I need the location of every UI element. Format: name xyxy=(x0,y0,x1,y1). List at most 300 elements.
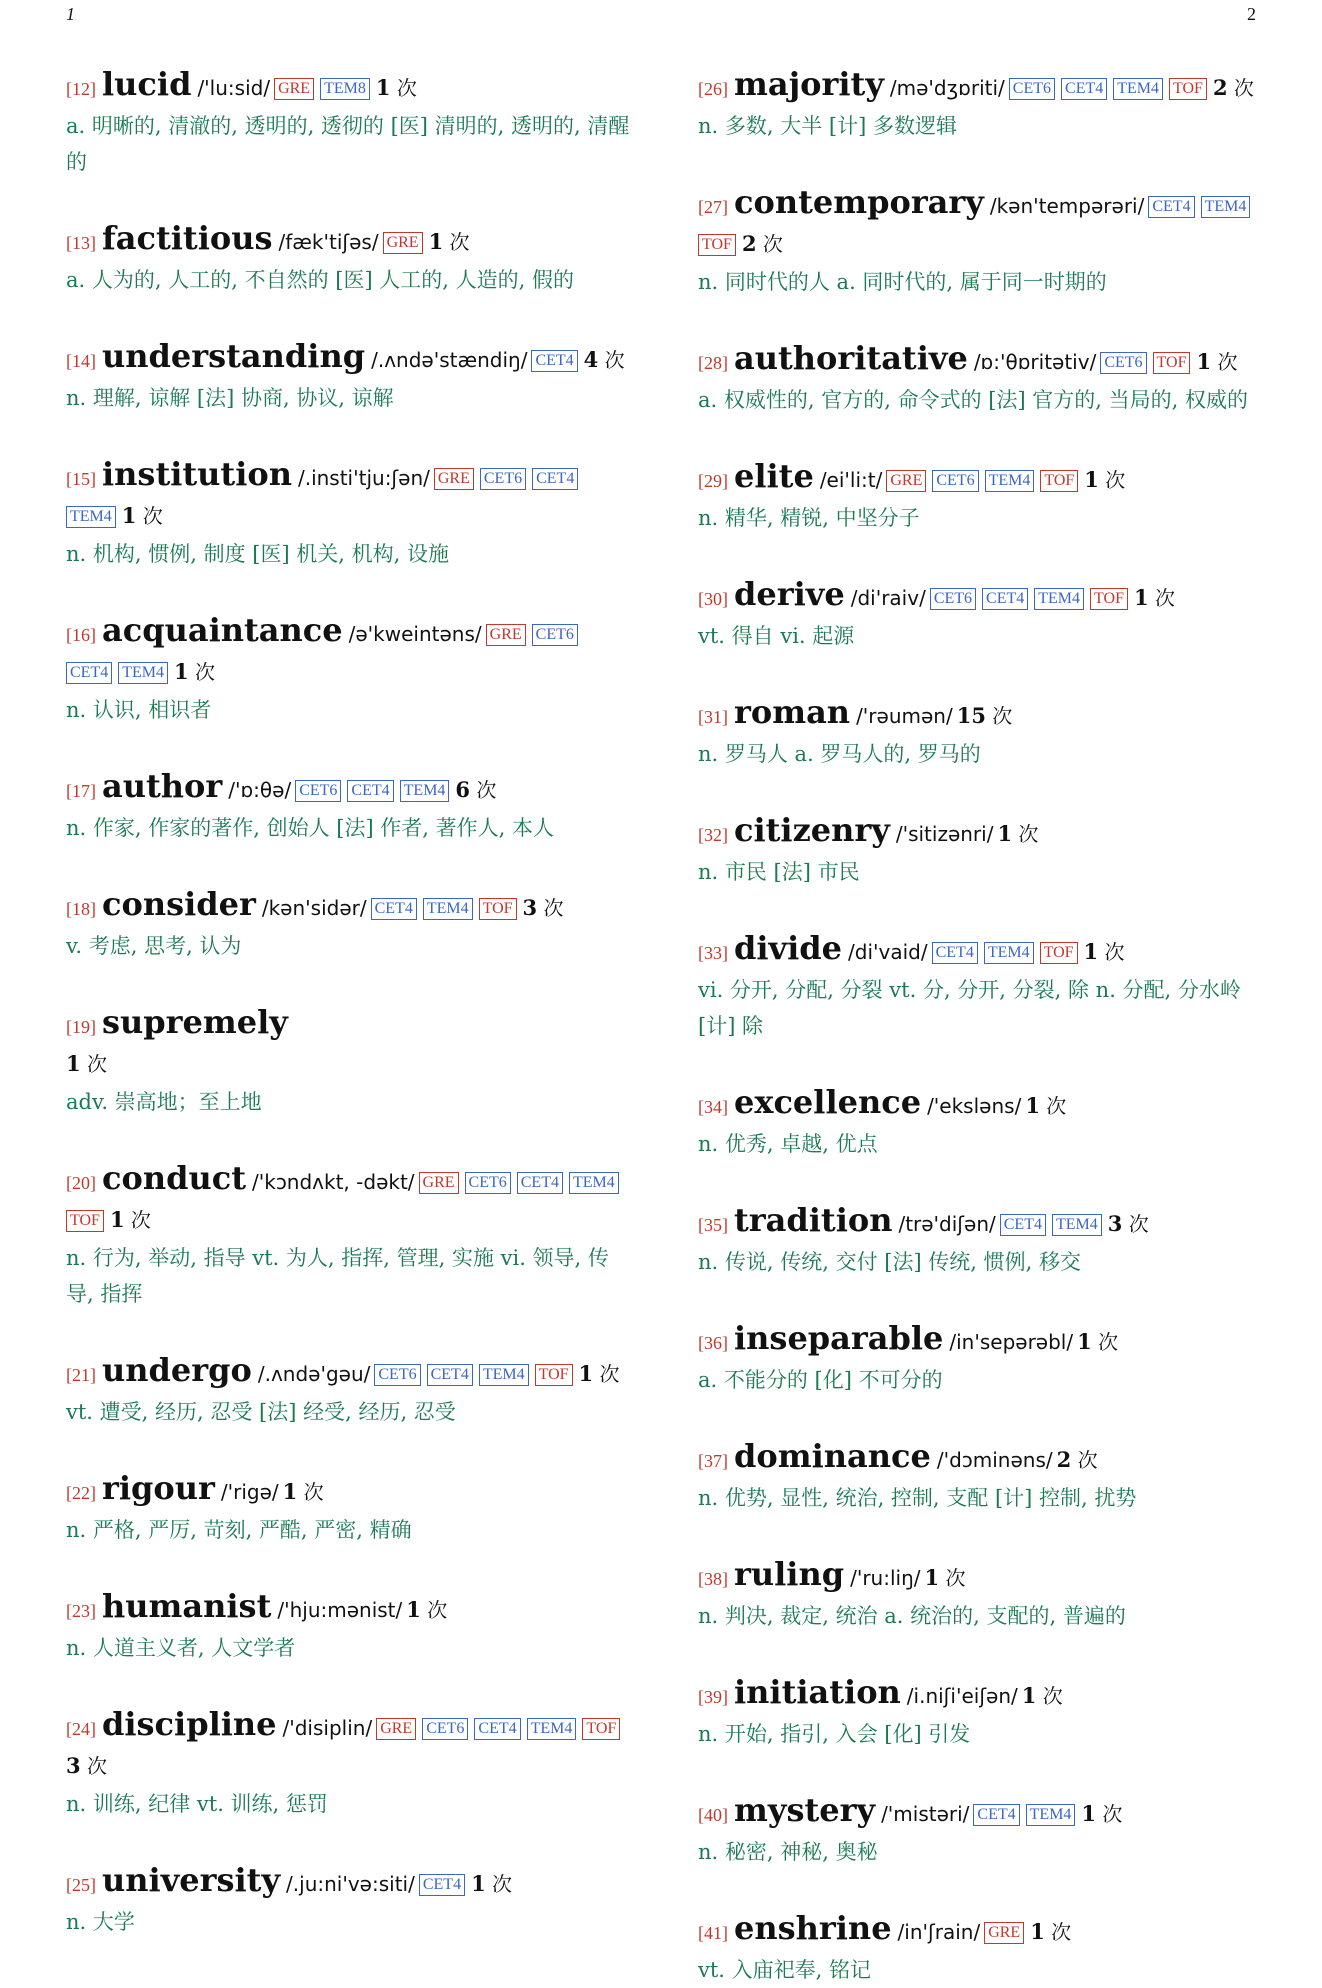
exam-tag-tem4: TEM4 xyxy=(527,1718,577,1740)
phonetic: /kən'sidər/ xyxy=(261,896,367,920)
count-unit: 次 xyxy=(390,76,417,100)
occurrence-count xyxy=(283,1480,324,1504)
entry-index: [41] xyxy=(698,1923,728,1943)
exam-tag-cet4: CET4 xyxy=(1000,1214,1046,1236)
definition: vt. 入庙祀奉, 铭记 xyxy=(698,1958,872,1982)
page-number-left: 1 xyxy=(66,4,75,24)
entry-header xyxy=(698,1792,1268,1834)
exam-tag-cet4: CET4 xyxy=(1148,196,1194,218)
count-unit: 次 xyxy=(1044,1920,1072,1944)
definition: vi. 分开, 分配, 分裂 vt. 分, 分开, 分裂, 除 n. 分配, 分水岭 [计] 除 xyxy=(698,978,1241,1038)
exam-tag-tem4: TEM4 xyxy=(1201,196,1251,218)
count-number: 1 xyxy=(406,1597,421,1622)
count-number: 1 xyxy=(1025,1093,1040,1118)
left-column xyxy=(66,66,636,1940)
exam-tag-cet6: CET6 xyxy=(465,1172,511,1194)
exam-tag-tem4: TEM4 xyxy=(1026,1804,1076,1826)
occurrence-count xyxy=(584,348,625,372)
vocab-entry xyxy=(66,1470,636,1548)
definition: vt. 得自 vi. 起源 xyxy=(698,624,855,648)
occurrence-count xyxy=(957,704,1013,728)
occurrence-count xyxy=(1108,1212,1149,1236)
vocab-entry xyxy=(66,1862,636,1940)
entry-index: [26] xyxy=(698,79,728,99)
occurrence-count xyxy=(471,1872,512,1896)
count-unit: 次 xyxy=(1096,1802,1123,1826)
count-unit: 次 xyxy=(1036,1684,1063,1708)
entry-header xyxy=(698,1438,1268,1480)
headword: dominance xyxy=(734,1437,931,1475)
headword: contemporary xyxy=(734,183,984,221)
exam-tag-cet4: CET4 xyxy=(973,1804,1019,1826)
exam-tag-cet4: CET4 xyxy=(419,1874,465,1896)
vocab-entry xyxy=(698,1910,1268,1988)
entry-header xyxy=(66,612,636,692)
phonetic: /fæk'tiʃəs/ xyxy=(278,230,379,254)
exam-tag-cet4: CET4 xyxy=(66,662,112,684)
phonetic: /.ʌndə'stændiŋ/ xyxy=(371,348,528,372)
phonetic: /'kɔndʌkt, -dəkt/ xyxy=(252,1170,415,1194)
count-number: 1 xyxy=(1021,1683,1037,1708)
entry-header xyxy=(698,694,1268,736)
occurrence-count xyxy=(66,1052,107,1076)
occurrence-count xyxy=(1196,350,1237,374)
entry-index: [33] xyxy=(698,943,728,963)
entry-header xyxy=(66,886,636,928)
exam-tag-cet4: CET4 xyxy=(371,898,417,920)
entry-header xyxy=(698,1202,1268,1244)
phonetic: /'hju:mənist/ xyxy=(277,1598,403,1622)
count-number: 1 xyxy=(174,659,189,684)
exam-tag-cet6: CET6 xyxy=(1100,352,1146,374)
exam-tag-tof: TOF xyxy=(535,1364,573,1386)
entry-index: [13] xyxy=(66,233,96,253)
entry-header xyxy=(698,1674,1268,1716)
definition: n. 严格, 严厉, 苛刻, 严酷, 严密, 精确 xyxy=(66,1518,412,1542)
entry-index: [23] xyxy=(66,1601,96,1621)
exam-tag-cet4: CET4 xyxy=(532,468,578,490)
exam-tag-cet6: CET6 xyxy=(932,470,978,492)
exam-tag-tof: TOF xyxy=(698,234,736,256)
definition: n. 多数, 大半 [计] 多数逻辑 xyxy=(698,114,957,138)
vocab-entry xyxy=(698,812,1268,890)
phonetic: /'mistəri/ xyxy=(881,1802,970,1826)
exam-tag-cet6: CET6 xyxy=(422,1718,468,1740)
count-unit: 次 xyxy=(1012,822,1039,846)
entry-index: [30] xyxy=(698,589,728,609)
entry-header xyxy=(698,1910,1268,1952)
vocab-entry xyxy=(66,612,636,728)
definition: a. 权威性的, 官方的, 命令式的 [法] 官方的, 当局的, 权威的 xyxy=(698,388,1249,412)
phonetic: /'disiplin/ xyxy=(282,1716,373,1740)
entry-index: [27] xyxy=(698,197,728,217)
count-unit: 次 xyxy=(537,896,564,920)
entry-index: [25] xyxy=(66,1875,96,1895)
headword: citizenry xyxy=(734,811,890,849)
headword: consider xyxy=(102,885,256,923)
headword: university xyxy=(102,1861,281,1899)
definition: n. 理解, 谅解 [法] 协商, 协议, 谅解 xyxy=(66,386,394,410)
headword: factitious xyxy=(102,219,273,257)
entry-header xyxy=(66,1352,636,1394)
occurrence-count xyxy=(110,1208,151,1232)
vocab-entry xyxy=(698,66,1268,144)
phonetic: /kən'tempərəri/ xyxy=(989,194,1145,218)
occurrence-count xyxy=(523,896,564,920)
entry-index: [15] xyxy=(66,469,96,489)
occurrence-count xyxy=(122,504,163,528)
exam-tag-tof: TOF xyxy=(1040,470,1078,492)
headword: tradition xyxy=(734,1201,893,1239)
entry-header xyxy=(698,576,1268,618)
count-number: 2 xyxy=(1056,1447,1072,1472)
entry-index: [14] xyxy=(66,351,96,371)
exam-tag-gre: GRE xyxy=(419,1172,459,1194)
entry-header xyxy=(698,184,1268,264)
exam-tag-gre: GRE xyxy=(486,624,526,646)
exam-tag-cet4: CET4 xyxy=(474,1718,520,1740)
vocab-entry xyxy=(66,1588,636,1666)
exam-tag-tof: TOF xyxy=(582,1718,620,1740)
phonetic: /'rigə/ xyxy=(220,1480,279,1504)
vocab-entry xyxy=(66,456,636,572)
exam-tag-gre: GRE xyxy=(984,1922,1024,1944)
entry-header xyxy=(66,66,636,108)
definition: n. 大学 xyxy=(66,1910,135,1934)
occurrence-count xyxy=(1084,468,1125,492)
phonetic: /'dɔminəns/ xyxy=(936,1448,1053,1472)
entry-index: [34] xyxy=(698,1097,728,1117)
exam-tag-tem4: TEM4 xyxy=(479,1364,529,1386)
entry-index: [18] xyxy=(66,899,96,919)
entry-header xyxy=(66,1588,636,1630)
exam-tag-cet6: CET6 xyxy=(1009,78,1055,100)
headword: discipline xyxy=(102,1705,277,1743)
vocab-entry xyxy=(66,338,636,416)
occurrence-count xyxy=(924,1566,965,1590)
headword: initiation xyxy=(734,1673,901,1711)
count-unit: 次 xyxy=(420,1598,448,1622)
vocab-entry xyxy=(698,930,1268,1044)
entry-header xyxy=(66,1706,636,1786)
count-unit: 次 xyxy=(297,1480,324,1504)
exam-tag-tem4: TEM4 xyxy=(569,1172,619,1194)
vocab-entry xyxy=(66,768,636,846)
exam-tag-cet4: CET4 xyxy=(531,350,577,372)
exam-tag-cet6: CET6 xyxy=(480,468,526,490)
exam-tag-cet6: CET6 xyxy=(295,780,341,802)
entry-index: [39] xyxy=(698,1687,728,1707)
exam-tag-gre: GRE xyxy=(434,468,474,490)
exam-tag-tof: TOF xyxy=(66,1210,104,1232)
vocab-entry xyxy=(698,458,1268,536)
exam-tag-tem4: TEM4 xyxy=(984,942,1034,964)
entry-index: [36] xyxy=(698,1333,728,1353)
headword: authoritative xyxy=(734,339,968,377)
exam-tag-tem4: TEM4 xyxy=(118,662,168,684)
headword: ruling xyxy=(734,1555,845,1593)
phonetic: /.ʌndə'gəu/ xyxy=(257,1362,371,1386)
headword: lucid xyxy=(102,65,192,103)
occurrence-count xyxy=(1022,1684,1063,1708)
exam-tag-tof: TOF xyxy=(1040,942,1078,964)
occurrence-count xyxy=(1081,1802,1122,1826)
entry-header xyxy=(66,456,636,536)
occurrence-count xyxy=(1213,76,1254,100)
occurrence-count xyxy=(1077,1330,1118,1354)
entry-index: [20] xyxy=(66,1173,96,1193)
entry-header xyxy=(698,340,1268,382)
occurrence-count xyxy=(997,822,1038,846)
definition: n. 同时代的人 a. 同时代的, 属于同一时期的 xyxy=(698,270,1107,294)
vocab-entry xyxy=(66,1004,636,1120)
phonetic: /.insti'tju:ʃən/ xyxy=(297,466,430,490)
definition: n. 训练, 纪律 vt. 训练, 惩罚 xyxy=(66,1792,328,1816)
count-unit: 次 xyxy=(1071,1448,1098,1472)
count-unit: 次 xyxy=(1227,76,1254,100)
entry-index: [21] xyxy=(66,1365,96,1385)
entry-header xyxy=(66,1862,636,1904)
entry-header xyxy=(66,338,636,380)
exam-tag-tof: TOF xyxy=(1153,352,1191,374)
occurrence-count xyxy=(1084,940,1125,964)
vocab-entry xyxy=(66,220,636,298)
count-unit: 次 xyxy=(470,778,497,802)
headword: divide xyxy=(734,929,843,967)
count-unit: 次 xyxy=(1098,940,1125,964)
exam-tag-tem4: TEM4 xyxy=(400,780,450,802)
count-number: 1 xyxy=(578,1361,594,1386)
count-number: 1 xyxy=(1083,939,1099,964)
count-unit: 次 xyxy=(756,232,783,256)
definition: adv. 崇高地；至上地 xyxy=(66,1090,262,1114)
vocab-entry xyxy=(66,886,636,964)
count-number: 2 xyxy=(741,231,757,256)
count-unit: 次 xyxy=(188,660,215,684)
entry-index: [38] xyxy=(698,1569,728,1589)
exam-tag-gre: GRE xyxy=(886,470,926,492)
exam-tag-cet4: CET4 xyxy=(1061,78,1107,100)
exam-tag-cet4: CET4 xyxy=(347,780,393,802)
exam-tag-gre: GRE xyxy=(274,78,314,100)
occurrence-count xyxy=(579,1362,620,1386)
exam-tag-cet4: CET4 xyxy=(982,588,1028,610)
count-unit: 次 xyxy=(593,1362,620,1386)
occurrence-count xyxy=(376,76,417,100)
exam-tag-tem4: TEM4 xyxy=(1052,1214,1102,1236)
definition: n. 优秀, 卓越, 优点 xyxy=(698,1132,878,1156)
count-number: 1 xyxy=(109,1207,125,1232)
occurrence-count xyxy=(1057,1448,1098,1472)
entry-index: [37] xyxy=(698,1451,728,1471)
count-unit: 次 xyxy=(136,504,163,528)
headword: understanding xyxy=(102,337,366,375)
entry-index: [28] xyxy=(698,353,728,373)
count-unit: 次 xyxy=(124,1208,151,1232)
page-number-right: 2 xyxy=(1247,4,1256,24)
vocab-entry xyxy=(698,1084,1268,1162)
entry-index: [16] xyxy=(66,625,96,645)
headword: acquaintance xyxy=(102,611,343,649)
entry-header xyxy=(698,812,1268,854)
exam-tag-tem4: TEM4 xyxy=(1113,78,1163,100)
headword: undergo xyxy=(102,1351,252,1389)
count-number: 3 xyxy=(522,895,538,920)
entry-header xyxy=(698,458,1268,500)
definition: a. 不能分的 [化] 不可分的 xyxy=(698,1368,943,1392)
definition: n. 开始, 指引, 入会 [化] 引发 xyxy=(698,1722,971,1746)
count-unit: 次 xyxy=(1211,350,1238,374)
phonetic: /mə'dʒɒriti/ xyxy=(889,76,1005,100)
entry-index: [22] xyxy=(66,1483,96,1503)
occurrence-count xyxy=(406,1598,447,1622)
count-number: 1 xyxy=(66,1051,81,1076)
exam-tag-tem4: TEM4 xyxy=(66,506,116,528)
definition: n. 判决, 裁定, 统治 a. 统治的, 支配的, 普遍的 xyxy=(698,1604,1126,1628)
exam-tag-tem4: TEM4 xyxy=(423,898,473,920)
headword: mystery xyxy=(734,1791,876,1829)
headword: elite xyxy=(734,457,814,495)
definition: n. 优势, 显性, 统治, 控制, 支配 [计] 控制, 扰势 xyxy=(698,1486,1137,1510)
count-number: 1 xyxy=(121,503,137,528)
definition: n. 人道主义者, 人文学者 xyxy=(66,1636,296,1660)
count-number: 3 xyxy=(1107,1211,1123,1236)
entry-index: [31] xyxy=(698,707,728,727)
phonetic: /ei'li:t/ xyxy=(819,468,883,492)
entry-header xyxy=(66,768,636,810)
exam-tag-cet6: CET6 xyxy=(532,624,578,646)
count-number: 15 xyxy=(956,703,986,728)
count-number: 1 xyxy=(997,821,1013,846)
count-unit: 次 xyxy=(80,1052,107,1076)
phonetic: /'rəumən/ xyxy=(856,704,953,728)
exam-tag-tof: TOF xyxy=(479,898,517,920)
phonetic: /di'raiv/ xyxy=(850,586,926,610)
headword: conduct xyxy=(102,1159,246,1197)
entry-index: [19] xyxy=(66,1017,96,1037)
phonetic: /.ju:ni'və:siti/ xyxy=(286,1872,415,1896)
exam-tag-tem8: TEM8 xyxy=(320,78,370,100)
entry-index: [40] xyxy=(698,1805,728,1825)
headword: author xyxy=(102,767,223,805)
occurrence-count xyxy=(1030,1920,1071,1944)
headword: excellence xyxy=(734,1083,922,1121)
definition: a. 人为的, 人工的, 不自然的 [医] 人工的, 人造的, 假的 xyxy=(66,268,575,292)
vocab-entry xyxy=(698,694,1268,772)
count-unit: 次 xyxy=(1091,1330,1119,1354)
definition: n. 市民 [法] 市民 xyxy=(698,860,860,884)
exam-tag-tof: TOF xyxy=(1090,588,1128,610)
headword: institution xyxy=(102,455,292,493)
count-number: 1 xyxy=(1196,349,1212,374)
exam-tag-cet6: CET6 xyxy=(374,1364,420,1386)
phonetic: /ə'kweintəns/ xyxy=(348,622,482,646)
count-unit: 次 xyxy=(1148,586,1175,610)
vocab-entry xyxy=(698,1320,1268,1398)
entry-header xyxy=(66,1160,636,1240)
count-number: 6 xyxy=(455,777,471,802)
vocab-entry xyxy=(698,1556,1268,1634)
exam-tag-tem4: TEM4 xyxy=(985,470,1035,492)
phonetic: /ɒ:'θɒritətiv/ xyxy=(973,350,1097,374)
occurrence-count xyxy=(66,1754,107,1778)
entry-header xyxy=(698,66,1268,108)
occurrence-count xyxy=(174,660,215,684)
count-number: 4 xyxy=(583,347,599,372)
phonetic: /in'ʃrain/ xyxy=(897,1920,981,1944)
count-number: 2 xyxy=(1212,75,1228,100)
definition: n. 作家, 作家的著作, 创始人 [法] 作者, 著作人, 本人 xyxy=(66,816,555,840)
count-number: 1 xyxy=(1077,1329,1092,1354)
occurrence-count xyxy=(1025,1094,1066,1118)
exam-tag-cet4: CET4 xyxy=(427,1364,473,1386)
vocab-entry xyxy=(698,1792,1268,1870)
phonetic: /'ekslәns/ xyxy=(927,1094,1022,1118)
count-number: 3 xyxy=(66,1753,81,1778)
count-number: 1 xyxy=(1081,1801,1097,1826)
exam-tag-tof: TOF xyxy=(1169,78,1207,100)
entry-index: [17] xyxy=(66,781,96,801)
entry-header xyxy=(66,1470,636,1512)
entry-header xyxy=(698,1556,1268,1598)
headword: inseparable xyxy=(734,1319,944,1357)
definition: a. 明晰的, 清澈的, 透明的, 透彻的 [医] 清明的, 透明的, 清醒的 xyxy=(66,114,630,174)
definition: n. 精华, 精锐, 中坚分子 xyxy=(698,506,920,530)
vocab-entry xyxy=(698,1674,1268,1752)
vocab-entry xyxy=(698,1438,1268,1516)
count-unit: 次 xyxy=(598,348,625,372)
exam-tag-gre: GRE xyxy=(383,232,423,254)
headword: humanist xyxy=(102,1587,272,1625)
count-unit: 次 xyxy=(1098,468,1126,492)
definition: vt. 遭受, 经历, 忍受 [法] 经受, 经历, 忍受 xyxy=(66,1400,456,1424)
entry-header xyxy=(698,1084,1268,1126)
definition: n. 罗马人 a. 罗马人的, 罗马的 xyxy=(698,742,981,766)
count-unit: 次 xyxy=(485,1872,513,1896)
occurrence-count xyxy=(429,230,470,254)
vocab-entry xyxy=(698,184,1268,300)
exam-tag-cet4: CET4 xyxy=(517,1172,563,1194)
entry-index: [35] xyxy=(698,1215,728,1235)
count-unit: 次 xyxy=(985,704,1013,728)
entry-index: [12] xyxy=(66,79,96,99)
definition: n. 行为, 举动, 指导 vt. 为人, 指挥, 管理, 实施 vi. 领导, 传导, 指挥 xyxy=(66,1246,609,1306)
phonetic: /'ɒ:θə/ xyxy=(228,778,292,802)
entry-header xyxy=(698,930,1268,972)
count-number: 1 xyxy=(375,75,391,100)
headword: enshrine xyxy=(734,1909,892,1947)
right-column xyxy=(698,66,1268,1988)
exam-tag-tem4: TEM4 xyxy=(1034,588,1084,610)
vocab-entry xyxy=(66,1706,636,1822)
exam-tag-cet6: CET6 xyxy=(930,588,976,610)
entry-index: [29] xyxy=(698,471,728,491)
definition: n. 认识, 相识者 xyxy=(66,698,212,722)
count-unit: 次 xyxy=(1039,1094,1067,1118)
count-unit: 次 xyxy=(80,1754,107,1778)
phonetic: /'sitizənri/ xyxy=(895,822,994,846)
headword: supremely xyxy=(102,1003,288,1041)
vocab-entry xyxy=(698,340,1268,418)
vocab-entry xyxy=(66,66,636,180)
headword: majority xyxy=(734,65,884,103)
vocab-entry xyxy=(698,1202,1268,1280)
headword: derive xyxy=(734,575,845,613)
count-number: 1 xyxy=(471,1871,486,1896)
phonetic: /'lu:sid/ xyxy=(197,76,271,100)
occurrence-count xyxy=(1134,586,1175,610)
definition: v. 考虑, 思考, 认为 xyxy=(66,934,242,958)
